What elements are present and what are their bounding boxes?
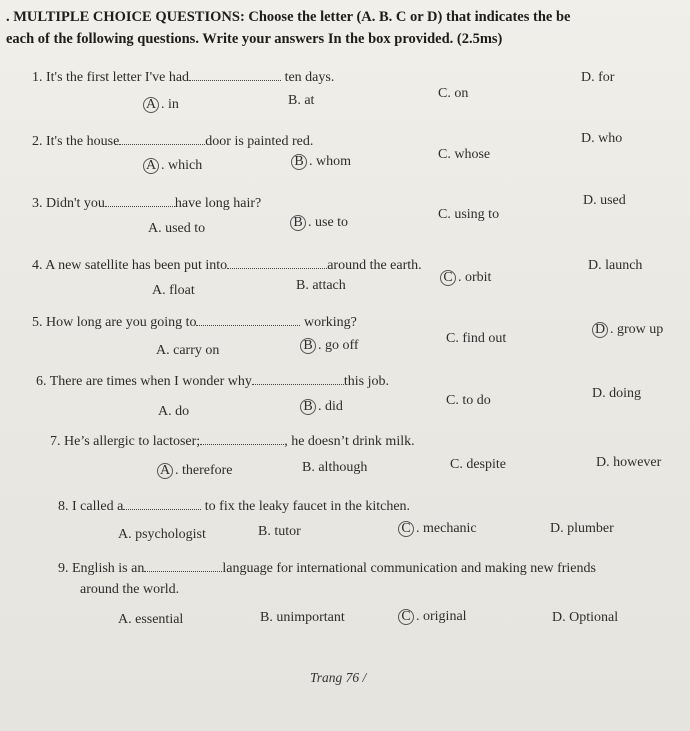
circled-answer-mark: A <box>143 97 159 113</box>
question-6-option-b[interactable] <box>300 399 343 415</box>
answer-blank <box>119 132 205 145</box>
question-6-option-c[interactable]: C. to do <box>446 393 491 408</box>
circled-answer-mark: B <box>290 215 306 231</box>
question-7-stem <box>50 432 415 450</box>
question-5-option-d[interactable] <box>592 322 663 338</box>
question-5-option-c[interactable]: C. find out <box>446 331 507 346</box>
answer-blank <box>123 497 201 510</box>
question-9-option-c[interactable] <box>398 609 467 625</box>
header-line-2: each of the following questions. Write your answers In the box provided. (2.5ms) <box>6 31 503 47</box>
question-7-option-d[interactable]: D. however <box>596 455 662 470</box>
option-text: . go off <box>318 338 359 353</box>
question-7-option-c[interactable]: C. despite <box>450 457 506 472</box>
question-6-option-d[interactable]: D. doing <box>592 386 641 401</box>
answer-blank <box>105 194 175 207</box>
answer-blank <box>252 372 344 385</box>
circled-answer-mark: B <box>300 338 316 354</box>
question-8-option-c[interactable] <box>398 521 477 537</box>
question-1-stem <box>32 68 334 86</box>
question-4-text: 4. A new satellite has been put into <box>32 258 228 273</box>
circled-answer-mark: C <box>398 521 414 537</box>
circled-answer-mark: C <box>398 609 414 625</box>
question-9-stem <box>58 559 596 577</box>
question-8-text: 8. I called a <box>58 499 124 514</box>
page-footer: Trang 76 / <box>310 670 367 685</box>
option-text: . in <box>161 97 179 112</box>
question-1-option-d[interactable]: D. for <box>581 70 615 85</box>
question-6-stem <box>36 372 389 390</box>
question-3-option-c[interactable]: C. using to <box>438 207 500 222</box>
question-5-text-end: working? <box>303 315 357 330</box>
circled-answer-mark: B <box>300 399 316 415</box>
question-5-option-b[interactable] <box>300 338 359 354</box>
question-3-option-a[interactable]: A. used to <box>148 221 206 236</box>
option-text: . which <box>161 158 203 173</box>
question-3-stem <box>32 194 261 212</box>
question-9-option-d[interactable]: D. Optional <box>552 610 619 625</box>
option-text: . original <box>416 609 467 624</box>
question-6-text-end: this job. <box>343 374 390 389</box>
question-5-text: 5. How long are you going to <box>32 315 197 330</box>
circled-answer-mark: A <box>157 463 173 479</box>
option-text: . use to <box>308 215 349 230</box>
answer-blank <box>196 313 300 326</box>
question-4-option-a[interactable]: A. float <box>152 283 195 298</box>
question-7-option-b[interactable]: B. although <box>302 460 368 475</box>
question-4-option-c[interactable] <box>440 270 491 286</box>
question-5-option-a[interactable]: A. carry on <box>156 343 220 358</box>
question-5-stem <box>32 313 357 331</box>
section-header <box>6 6 686 50</box>
question-7-option-a[interactable] <box>157 463 233 479</box>
question-9-option-a[interactable]: A. essential <box>118 612 184 627</box>
question-4-option-b[interactable]: B. attach <box>296 278 346 293</box>
answer-blank <box>227 256 327 269</box>
answer-blank <box>189 68 281 81</box>
question-3-option-d[interactable]: D. used <box>583 193 626 208</box>
question-9-text: 9. English is an <box>58 561 145 576</box>
question-8-text-end: to fix the leaky faucet in the kitchen. <box>204 499 411 514</box>
question-2-stem <box>32 132 313 150</box>
option-text: . mechanic <box>416 521 477 536</box>
header-line-1: . MULTIPLE CHOICE QUESTIONS: Choose the letter (A. B. C or D) that indicates the be <box>6 9 571 25</box>
question-3-option-b[interactable] <box>290 215 348 231</box>
option-text: . did <box>318 399 343 414</box>
question-9-stem-continued: around the world. <box>80 582 180 597</box>
answer-blank <box>144 559 222 572</box>
question-2-text-end: door is painted red. <box>205 134 314 149</box>
question-8-option-b[interactable]: B. tutor <box>258 524 301 539</box>
question-1-option-c[interactable]: C. on <box>438 86 469 101</box>
question-1-option-a[interactable] <box>143 97 179 113</box>
question-8-stem <box>58 497 410 515</box>
question-7-text: 7. He’s allergic to lactoser; <box>50 434 201 449</box>
question-6-option-a[interactable]: A. do <box>158 404 190 419</box>
option-text: . whom <box>309 154 351 169</box>
option-text: . therefore <box>175 463 233 478</box>
circled-answer-mark: A <box>143 158 159 174</box>
question-2-option-d[interactable]: D. who <box>581 131 623 146</box>
circled-answer-mark: C <box>440 270 456 286</box>
question-6-text: 6. There are times when I wonder why <box>36 374 252 389</box>
question-2-text: 2. It's the house <box>32 134 120 149</box>
question-3-text-end: have long hair? <box>174 196 262 211</box>
question-9-option-b[interactable]: B. unimportant <box>260 610 345 625</box>
circled-answer-mark: B <box>291 154 307 170</box>
question-9-text-end: language for international communication and making new friends <box>222 561 596 576</box>
question-8-option-a[interactable]: A. psychologist <box>118 527 206 542</box>
option-text: . grow up <box>610 322 664 337</box>
question-3-text: 3. Didn't you <box>32 196 105 211</box>
question-4-stem <box>32 256 422 274</box>
option-text: . orbit <box>458 270 492 285</box>
question-4-text-end: around the earth. <box>327 258 422 273</box>
question-2-option-a[interactable] <box>143 158 202 174</box>
answer-blank <box>200 432 284 445</box>
question-7-text-end: , he doesn’t drink milk. <box>284 434 415 449</box>
question-1-option-b[interactable]: B. at <box>288 93 315 108</box>
circled-answer-mark: D <box>592 322 608 338</box>
question-4-option-d[interactable]: D. launch <box>588 258 643 273</box>
question-1-text: 1. It's the first letter I've had <box>32 70 190 85</box>
question-1-text-end: ten days. <box>284 70 335 85</box>
question-8-option-d[interactable]: D. plumber <box>550 521 614 536</box>
question-2-option-b[interactable] <box>291 154 351 170</box>
question-2-option-c[interactable]: C. whose <box>438 147 491 162</box>
